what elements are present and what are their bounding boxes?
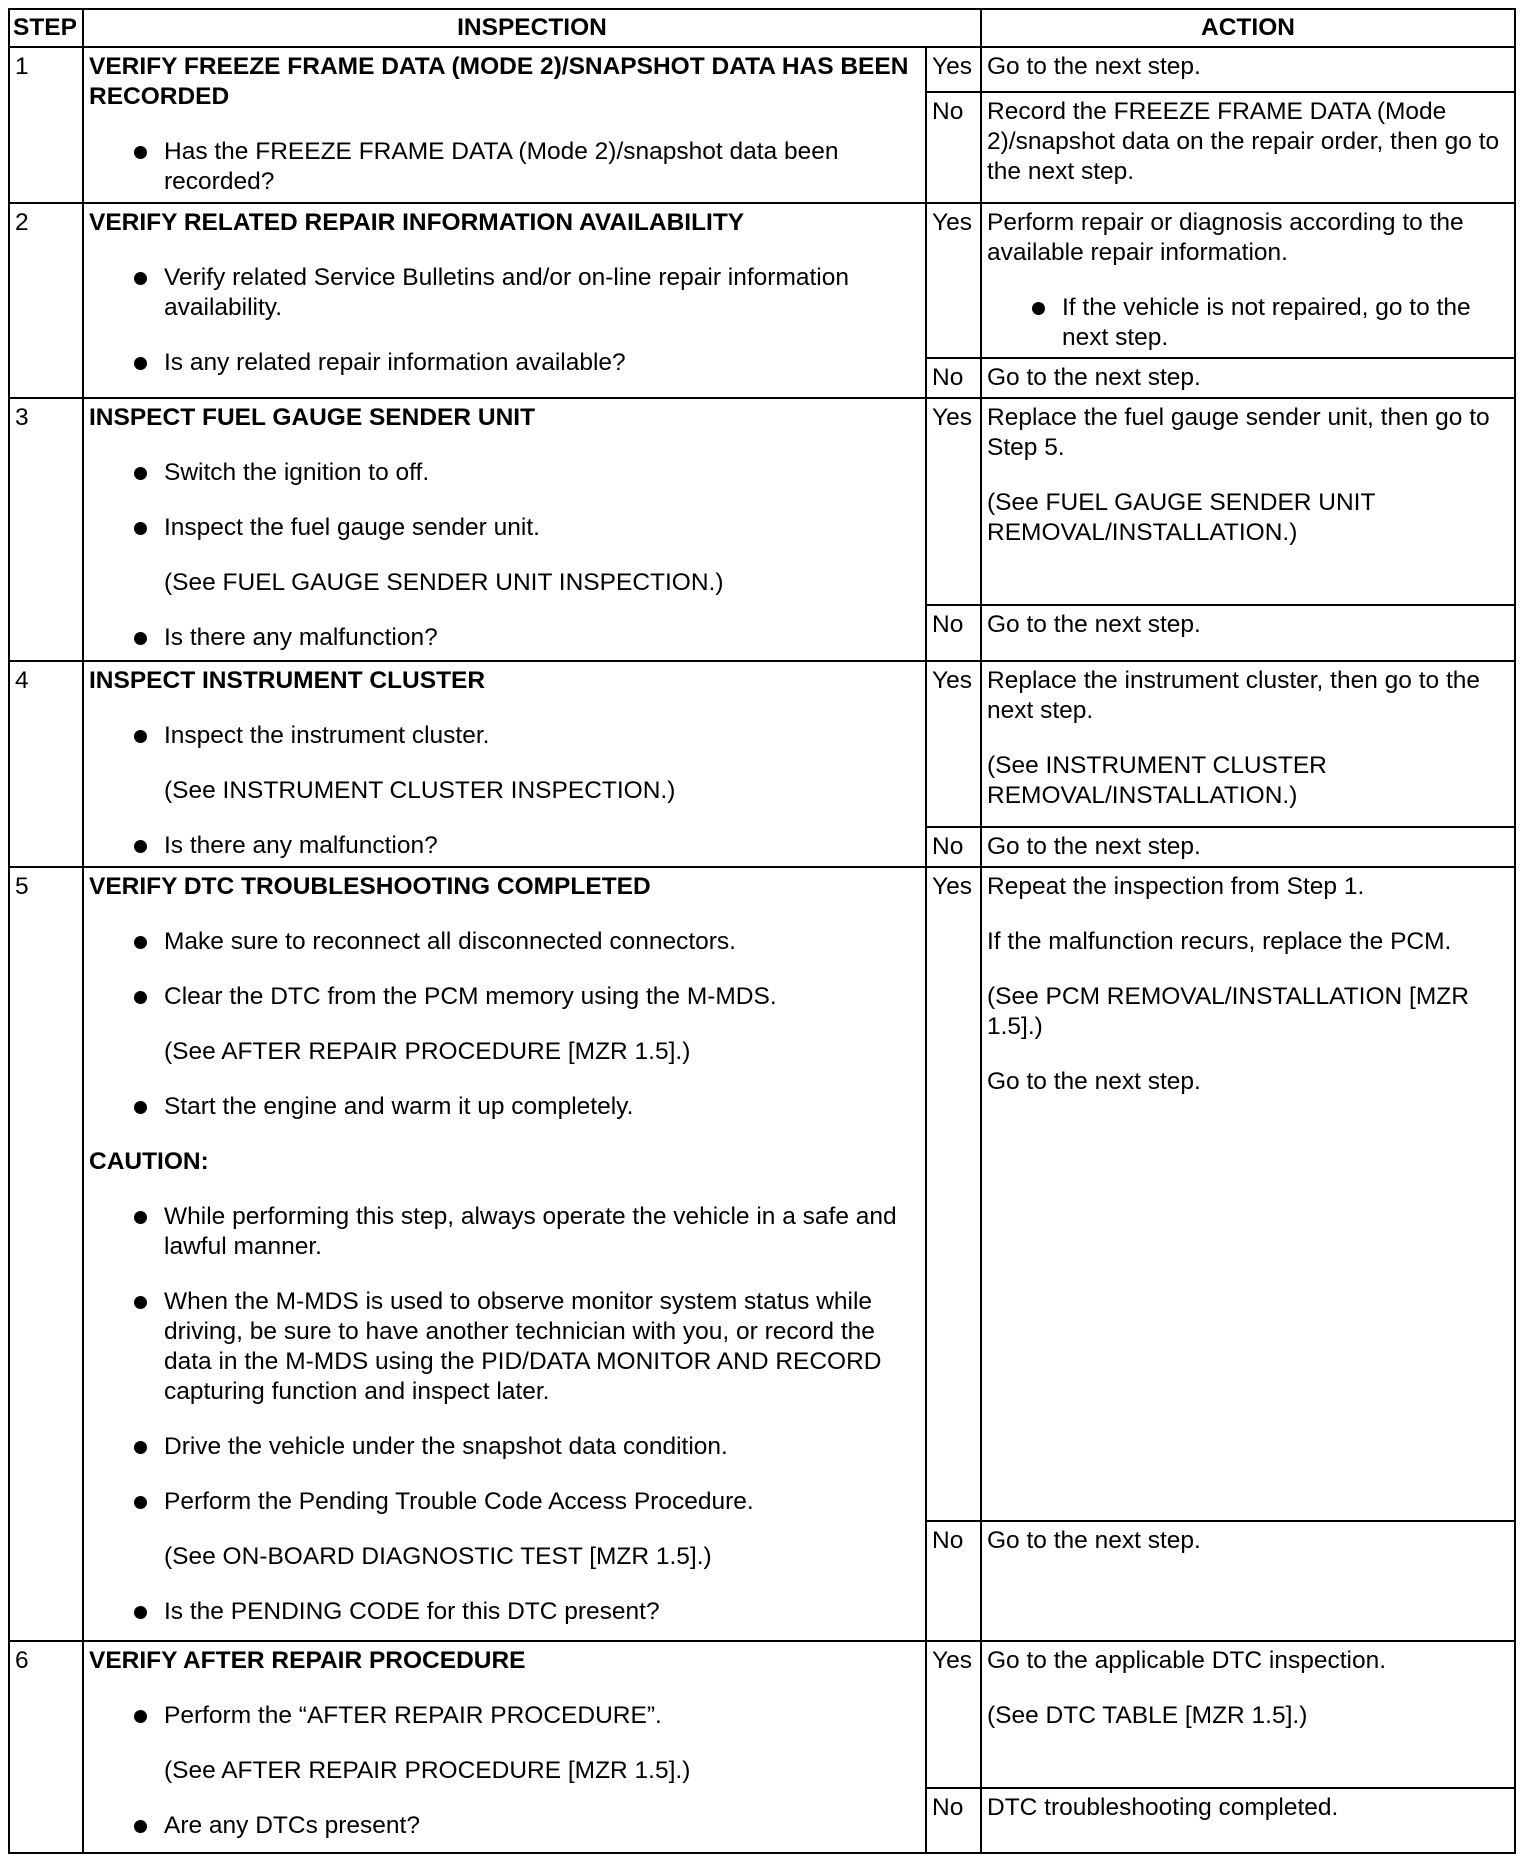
inspection-item: Drive the vehicle under the snapshot data condition.	[89, 1432, 919, 1462]
inspection-reference: (See AFTER REPAIR PROCEDURE [MZR 1.5].)	[164, 1038, 691, 1066]
inspection-item: Start the engine and warm it up completely.	[89, 1092, 919, 1122]
action-text: Go to the next step.	[987, 611, 1201, 639]
inspection-cell	[83, 203, 926, 399]
inspection-cell	[83, 867, 926, 1641]
step-row	[9, 203, 1515, 359]
inspection-item: Perform the Pending Trouble Code Access Procedure.	[89, 1487, 919, 1517]
action-text: Go to the next step.	[987, 832, 1201, 860]
yes-action	[981, 867, 1515, 1521]
inspection-item: Clear the DTC from the PCM memory using the M-MDS.	[89, 982, 919, 1012]
yes-label: Yes	[926, 1641, 981, 1788]
inspection-item: Are any DTCs present?	[89, 1811, 919, 1841]
inspection-cell	[83, 661, 926, 867]
no-label: No	[926, 1788, 981, 1853]
action-reference: (See FUEL GAUGE SENDER UNIT REMOVAL/INSTALLATION.)	[987, 489, 1376, 547]
no-action	[981, 1788, 1515, 1853]
no-label: No	[926, 827, 981, 868]
inspection-item: Switch the ignition to off.	[89, 458, 919, 488]
yes-label: Yes	[926, 398, 981, 605]
yes-action	[981, 47, 1515, 92]
yes-label: Yes	[926, 47, 981, 92]
step-number: 5	[9, 867, 83, 1641]
inspection-item: Inspect the fuel gauge sender unit.	[89, 513, 919, 543]
yes-action	[981, 1641, 1515, 1788]
no-label: No	[926, 1521, 981, 1641]
action-text: Record the FREEZE FRAME DATA (Mode 2)/snapshot data on the repair order, then go to the next step.	[987, 98, 1500, 186]
inspection-item: Inspect the instrument cluster.	[89, 721, 919, 751]
diagnostic-table	[8, 8, 1516, 1854]
action-reference: (See DTC TABLE [MZR 1.5].)	[987, 1702, 1308, 1730]
inspection-cell	[83, 1641, 926, 1853]
action-text: Replace the fuel gauge sender unit, then go to Step 5.	[987, 404, 1490, 462]
no-label: No	[926, 358, 981, 398]
action-text: Perform repair or diagnosis according to the available repair information.	[987, 208, 1464, 266]
inspection-header: INSPECTION	[83, 9, 981, 47]
yes-label: Yes	[926, 661, 981, 826]
action-text: DTC troubleshooting completed.	[987, 1793, 1339, 1821]
action-text: Go to the applicable DTC inspection.	[987, 1647, 1387, 1675]
step-title: VERIFY DTC TROUBLESHOOTING COMPLETED	[89, 873, 651, 901]
step-title: VERIFY RELATED REPAIR INFORMATION AVAILABILITY	[89, 208, 745, 236]
action-reference: (See PCM REMOVAL/INSTALLATION [MZR 1.5].)	[987, 983, 1469, 1041]
action-text: Go to the next step.	[987, 1068, 1201, 1096]
inspection-reference: (See ON-BOARD DIAGNOSTIC TEST [MZR 1.5].)	[164, 1543, 712, 1571]
action-text: Go to the next step.	[987, 364, 1201, 392]
no-action	[981, 827, 1515, 868]
step-row	[9, 1641, 1515, 1788]
inspection-cell	[83, 398, 926, 661]
no-label: No	[926, 605, 981, 661]
action-text: Replace the instrument cluster, then go to the next step.	[987, 667, 1481, 725]
no-action	[981, 92, 1515, 202]
no-action	[981, 605, 1515, 661]
yes-label: Yes	[926, 203, 981, 359]
step-row	[9, 661, 1515, 826]
caution-label: CAUTION:	[89, 1148, 209, 1176]
step-number: 4	[9, 661, 83, 867]
action-reference: (See INSTRUMENT CLUSTER REMOVAL/INSTALLATION.)	[987, 752, 1327, 810]
yes-action	[981, 661, 1515, 826]
inspection-item: Make sure to reconnect all disconnected connectors.	[89, 927, 919, 957]
inspection-item: Verify related Service Bulletins and/or on-line repair information availability.	[89, 263, 919, 323]
yes-action	[981, 398, 1515, 605]
inspection-item: Is the PENDING CODE for this DTC present?	[89, 1597, 919, 1627]
inspection-item: Perform the “AFTER REPAIR PROCEDURE”.	[89, 1701, 919, 1731]
inspection-item: Is there any malfunction?	[89, 623, 919, 653]
step-row	[9, 867, 1515, 1521]
step-number: 2	[9, 203, 83, 399]
step-number: 6	[9, 1641, 83, 1853]
action-bullet: If the vehicle is not repaired, go to the next step.	[987, 293, 1508, 353]
inspection-reference: (See INSTRUMENT CLUSTER INSPECTION.)	[164, 777, 676, 805]
yes-label: Yes	[926, 867, 981, 1521]
inspection-item: Is there any malfunction?	[89, 831, 919, 861]
step-number: 1	[9, 47, 83, 203]
step-header: STEP	[9, 9, 83, 47]
step-title: VERIFY AFTER REPAIR PROCEDURE	[89, 1647, 526, 1675]
step-row	[9, 398, 1515, 605]
inspection-cell	[83, 47, 926, 203]
step-title: INSPECT FUEL GAUGE SENDER UNIT	[89, 404, 536, 432]
action-text: Go to the next step.	[987, 1526, 1201, 1554]
header-row	[9, 9, 1515, 47]
step-title: INSPECT INSTRUMENT CLUSTER	[89, 667, 486, 695]
inspection-reference: (See AFTER REPAIR PROCEDURE [MZR 1.5].)	[164, 1757, 691, 1785]
action-text: Go to the next step.	[987, 53, 1201, 80]
no-action	[981, 1521, 1515, 1641]
yes-action	[981, 203, 1515, 359]
step-row	[9, 47, 1515, 92]
caution-item: When the M-MDS is used to observe monitor system status while driving, be sure to have another technician with you, or record the data in the M-MDS using the PID/DATA MONITOR AND RECORD capturing function and inspect later.	[89, 1287, 919, 1407]
step-number: 3	[9, 398, 83, 661]
inspection-reference: (See FUEL GAUGE SENDER UNIT INSPECTION.)	[164, 569, 724, 597]
inspection-item: Is any related repair information available?	[89, 348, 919, 378]
caution-item: While performing this step, always operate the vehicle in a safe and lawful manner.	[89, 1202, 919, 1262]
no-label: No	[926, 92, 981, 202]
inspection-item: Has the FREEZE FRAME DATA (Mode 2)/snapshot data been recorded?	[89, 137, 919, 197]
action-text: Repeat the inspection from Step 1.	[987, 873, 1365, 901]
no-action	[981, 358, 1515, 398]
action-header: ACTION	[981, 9, 1515, 47]
step-title: VERIFY FREEZE FRAME DATA (MODE 2)/SNAPSHOT DATA HAS BEEN RECORDED	[89, 53, 909, 110]
action-text: If the malfunction recurs, replace the PCM.	[987, 928, 1452, 956]
